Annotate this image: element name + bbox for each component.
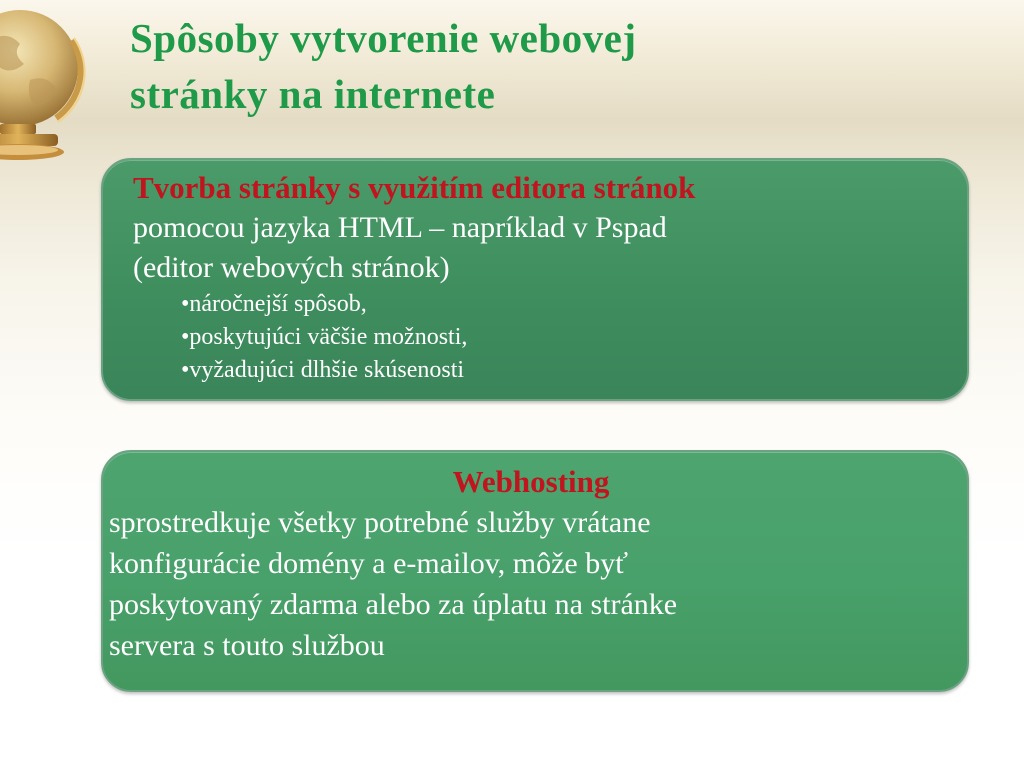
bullet-item: • náročnejší spôsob, — [181, 288, 947, 321]
editor-method-card — [101, 158, 969, 401]
webhosting-body-line: konfigurácie domény a e-mailov, môže byť — [109, 547, 629, 580]
webhosting-body-line: sprostredkuje všetky potrebné služby vrátane — [109, 506, 651, 539]
editor-method-bullet-list — [133, 288, 947, 387]
globe-icon — [0, 0, 95, 170]
editor-method-heading: Tvorba stránky s využitím editora stránok — [133, 170, 696, 205]
webhosting-heading: Webhosting — [452, 464, 610, 499]
title-line-2: stránky na internete — [130, 71, 496, 117]
bullet-item: • poskytujúci väčšie možnosti, — [181, 321, 947, 354]
editor-method-body-line-1: pomocou jazyka HTML – napríklad v Pspad — [133, 211, 667, 244]
page-title — [130, 10, 990, 122]
webhosting-card — [101, 450, 969, 692]
title-line-1: Spôsoby vytvorenie webovej — [130, 15, 637, 61]
webhosting-body-line: servera s touto službou — [109, 629, 385, 662]
editor-method-body-line-2: (editor webových stránok) — [133, 251, 450, 284]
bullet-item: • vyžadujúci dlhšie skúsenosti — [181, 354, 947, 387]
webhosting-body-line: poskytovaný zdarma alebo za úplatu na stránke — [109, 588, 678, 621]
